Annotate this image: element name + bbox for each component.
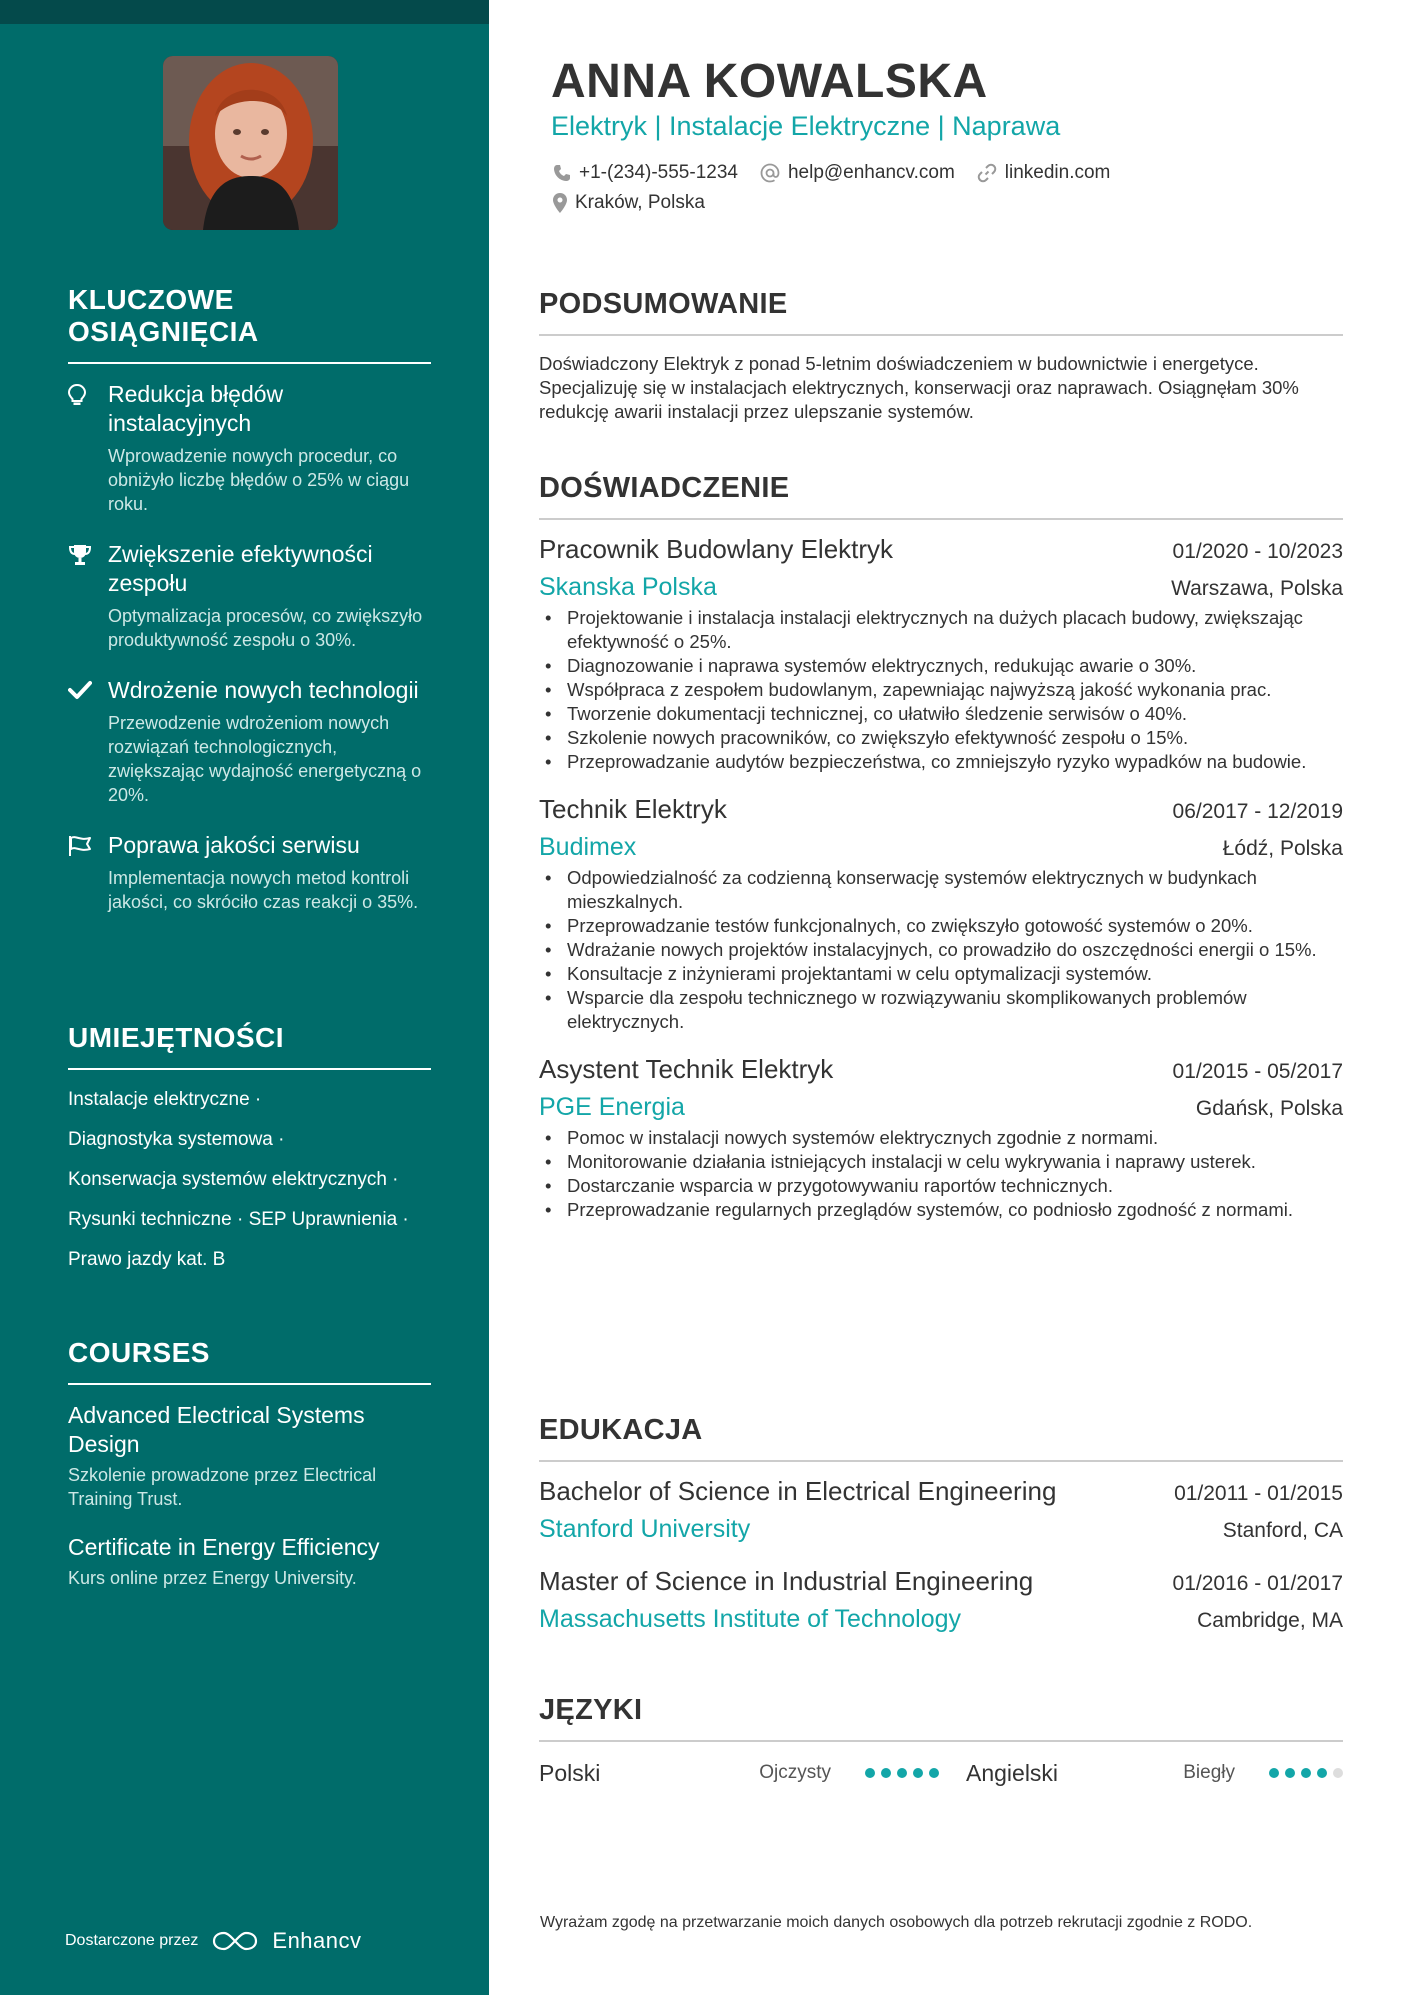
- job-title: Technik Elektryk: [539, 794, 727, 824]
- rating-dot: [897, 1768, 907, 1778]
- rating-dot: [881, 1768, 891, 1778]
- language-item: [966, 1760, 1343, 1787]
- job-bullet: • Projektowanie i instalacja instalacji elektrycznych na dużych placach budowy, zwiększając efektywność o 25%.: [539, 606, 1343, 654]
- achievement-item: [68, 676, 431, 807]
- job-dates: 06/2017 - 12/2019: [1172, 800, 1343, 823]
- job-bullet: • Przeprowadzanie regularnych przeglądów systemów, co podniosło zgodność z normami.: [539, 1198, 1343, 1222]
- languages-section: [539, 1694, 1343, 1788]
- link-icon: [977, 163, 997, 183]
- job-company: Skanska Polska: [539, 573, 717, 601]
- job-bullet: • Dostarczanie wsparcia w przygotowywaniu raportów technicznych.: [539, 1174, 1343, 1198]
- language-item: [539, 1760, 939, 1787]
- job-location: Gdańsk, Polska: [1195, 1097, 1343, 1120]
- job-dates: 01/2020 - 10/2023: [1172, 540, 1343, 563]
- summary-title: PODSUMOWANIE: [539, 288, 1343, 336]
- powered-by: [65, 1928, 362, 1954]
- language-name: Polski: [539, 1759, 601, 1786]
- job-title: Asystent Technik Elektryk: [539, 1054, 834, 1084]
- profile-photo: [163, 56, 338, 230]
- achievements-section: [68, 284, 431, 914]
- location-pin-icon: [553, 193, 567, 213]
- job-location: Warszawa, Polska: [1171, 577, 1343, 600]
- phone-text: +1-(234)-555-1234: [579, 162, 738, 183]
- job-bullets: [539, 866, 1343, 1034]
- skill-item: Konserwacja systemów elektrycznych ·: [68, 1169, 399, 1190]
- achievement-title: Wdrożenie nowych technologii: [108, 677, 419, 703]
- summary-section: [539, 288, 1343, 424]
- rating-dot: [1301, 1768, 1311, 1778]
- education-degree: Master of Science in Industrial Engineering: [539, 1566, 1034, 1596]
- education-section: [539, 1414, 1343, 1634]
- job-bullet: • Konsultacje z inżynierami projektantami w celu optymalizacji systemów.: [539, 962, 1343, 986]
- summary-text: Doświadczony Elektryk z ponad 5-letnim doświadczeniem w budownictwie i energetyce. Specjalizuję się w instalacjach elektrycznych, konserwacji oraz naprawach. Osiągnęłam 30% redukcję awarii instalacji przez ulepszanie systemów.: [539, 353, 1299, 422]
- education-degree: Bachelor of Science in Electrical Engineering: [539, 1476, 1057, 1506]
- job-company: Budimex: [539, 833, 637, 861]
- phone-icon: [553, 164, 571, 182]
- linkedin-text: linkedin.com: [1004, 162, 1111, 183]
- candidate-headline: Elektryk | Instalacje Elektryczne | Naprawa: [551, 111, 1061, 141]
- contact-linkedin[interactable]: [977, 162, 1111, 184]
- achievement-desc: Implementacja nowych metod kontroli jakości, co skróciło czas reakcji o 35%.: [108, 868, 419, 912]
- rating-dot: [1269, 1768, 1279, 1778]
- consent-note: Wyrażam zgodę na przetwarzanie moich danych osobowych dla potrzeb rekrutacji zgodnie z RODO.: [540, 1914, 1253, 1931]
- course-item: [68, 1533, 431, 1590]
- achievement-item: [68, 540, 431, 652]
- achievement-title: Poprawa jakości serwisu: [108, 832, 360, 858]
- job-bullet: • Odpowiedzialność za codzienną konserwację systemów elektrycznych w budynkach mieszkalnych.: [539, 866, 1343, 914]
- education-dates: 01/2016 - 01/2017: [1172, 1572, 1343, 1595]
- job-bullets: [539, 606, 1343, 774]
- course-desc: Szkolenie prowadzone przez Electrical Training Trust.: [68, 1465, 377, 1509]
- course-title: Certificate in Energy Efficiency: [68, 1534, 380, 1560]
- contact-location: [553, 192, 705, 214]
- education-school: Massachusetts Institute of Technology: [539, 1605, 961, 1633]
- education-school: Stanford University: [539, 1515, 751, 1543]
- job-bullet: • Przeprowadzanie audytów bezpieczeństwa, co zmniejszyło ryzyko wypadków na budowie.: [539, 750, 1343, 774]
- powered-by-brand: Enhancv: [272, 1928, 362, 1953]
- language-rating: [1269, 1768, 1343, 1778]
- courses-section: [68, 1337, 431, 1590]
- achievement-item: [68, 831, 431, 914]
- email-text: help@enhancv.com: [787, 162, 955, 183]
- achievement-desc: Wprowadzenie nowych procedur, co obniżyło liczbę błędów o 25% w ciągu roku.: [108, 446, 410, 514]
- contact-email[interactable]: [760, 162, 955, 184]
- achievements-title: KLUCZOWE OSIĄGNIĘCIA: [68, 284, 431, 364]
- skill-item: Diagnostyka systemowa ·: [68, 1129, 285, 1150]
- rating-dot: [865, 1768, 875, 1778]
- language-level: Ojczysty: [759, 1762, 831, 1783]
- contact-row-location: [553, 192, 727, 214]
- flag-icon: [68, 831, 108, 914]
- education-entry: [539, 1476, 1343, 1544]
- lightbulb-icon: [68, 380, 108, 516]
- experience-title: DOŚWIADCZENIE: [539, 472, 1343, 520]
- skills-title: UMIEJĘTNOŚCI: [68, 1022, 431, 1070]
- rating-dot: [1317, 1768, 1327, 1778]
- achievement-title: Redukcja błędów instalacyjnych: [108, 381, 284, 436]
- course-desc: Kurs online przez Energy University.: [68, 1568, 357, 1588]
- rating-dot: [1333, 1768, 1343, 1778]
- rating-dot: [1285, 1768, 1295, 1778]
- check-icon: [68, 676, 108, 807]
- rating-dot: [929, 1768, 939, 1778]
- skill-item: Rysunki techniczne · SEP Uprawnienia ·: [68, 1209, 409, 1230]
- skill-item: Prawo jazdy kat. B: [68, 1249, 226, 1270]
- course-title: Advanced Electrical Systems Design: [68, 1402, 365, 1457]
- job-bullet: • Współpraca z zespołem budowlanym, zapewniając najwyższą jakość wykonania prac.: [539, 678, 1343, 702]
- job-bullet: • Pomoc w instalacji nowych systemów elektrycznych zgodnie z normami.: [539, 1126, 1343, 1150]
- contact-row: [553, 162, 1132, 184]
- skill-item: Instalacje elektryczne ·: [68, 1089, 262, 1110]
- job-dates: 01/2015 - 05/2017: [1172, 1060, 1343, 1083]
- contact-phone[interactable]: [553, 162, 738, 184]
- job-bullets: [539, 1126, 1343, 1222]
- location-text: Kraków, Polska: [575, 192, 705, 213]
- job-bullet: • Tworzenie dokumentacji technicznej, co ułatwiło śledzenie serwisów o 40%.: [539, 702, 1343, 726]
- job-bullet: • Diagnozowanie i naprawa systemów elektrycznych, redukując awarie o 30%.: [539, 654, 1343, 678]
- sidebar: [0, 0, 489, 1995]
- job-bullet: • Wdrażanie nowych projektów instalacyjnych, co prowadziło do oszczędności energii o 15%.: [539, 938, 1343, 962]
- courses-title: COURSES: [68, 1337, 431, 1385]
- language-rating: [865, 1768, 939, 1778]
- education-title: EDUKACJA: [539, 1414, 1343, 1462]
- language-name: Angielski: [966, 1759, 1059, 1786]
- course-item: [68, 1401, 431, 1511]
- achievement-title: Zwiększenie efektywności zespołu: [108, 541, 373, 596]
- enhancv-logo-icon: [212, 1930, 258, 1952]
- trophy-icon: [68, 540, 108, 652]
- sidebar-top-bar: [0, 0, 489, 24]
- job-bullet: • Przeprowadzanie testów funkcjonalnych, co zwiększyło gotowość systemów o 20%.: [539, 914, 1343, 938]
- job-location: Łódź, Polska: [1222, 837, 1343, 860]
- languages-row: [539, 1758, 1343, 1788]
- job-bullet: • Wsparcie dla zespołu technicznego w rozwiązywaniu skomplikowanych problemów elektrycznych.: [539, 986, 1343, 1034]
- achievement-desc: Przewodzenie wdrożeniom nowych rozwiązań technologicznych, zwiększając wydajność energetyczną o 20%.: [108, 713, 422, 805]
- job-entry: [539, 534, 1343, 774]
- job-company: PGE Energia: [539, 1093, 685, 1121]
- job-bullet: • Szkolenie nowych pracowników, co zwiększyło efektywność zespołu o 15%.: [539, 726, 1343, 750]
- rating-dot: [913, 1768, 923, 1778]
- achievement-item: [68, 380, 431, 516]
- job-bullet: • Monitorowanie działania istniejących instalacji w celu wykrywania i naprawy usterek.: [539, 1150, 1343, 1174]
- job-entry: [539, 1054, 1343, 1222]
- education-location: Stanford, CA: [1222, 1519, 1343, 1542]
- candidate-name: ANNA KOWALSKA: [551, 55, 988, 108]
- education-entry: [539, 1566, 1343, 1634]
- skills-section: [68, 1022, 431, 1272]
- language-level: Biegły: [1183, 1762, 1235, 1783]
- job-entry: [539, 794, 1343, 1034]
- education-dates: 01/2011 - 01/2015: [1174, 1482, 1343, 1505]
- education-location: Cambridge, MA: [1197, 1609, 1343, 1632]
- powered-by-label: Dostarczone przez: [65, 1932, 199, 1949]
- at-icon: [760, 163, 780, 183]
- achievement-desc: Optymalizacja procesów, co zwiększyło produktywność zespołu o 30%.: [108, 606, 423, 650]
- experience-section: [539, 472, 1343, 1222]
- languages-title: JĘZYKI: [539, 1694, 1343, 1742]
- job-title: Pracownik Budowlany Elektryk: [539, 534, 894, 564]
